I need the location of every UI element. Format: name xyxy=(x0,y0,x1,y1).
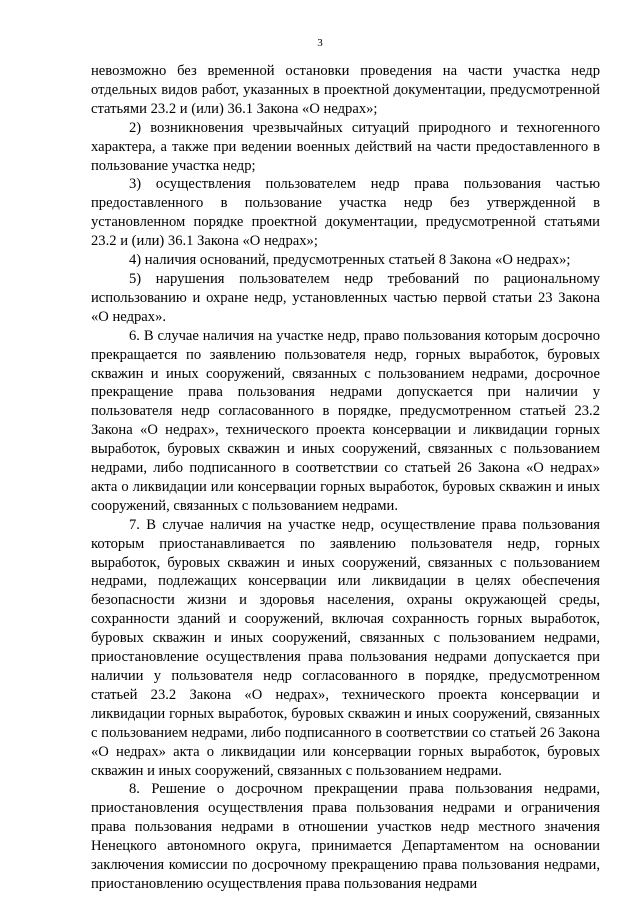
document-body xyxy=(91,62,600,894)
paragraph-clause-6: 6. В случае наличия на участке недр, право пользования которым досрочно прекращается по заявлению пользователя недр, горных выработок, буровых скважин и иных сооружений, связанных с пользованием недрами, досрочное прекращение права пользования недрами допускается при наличии у пользователя недр согласованного в порядке, предусмотренном статьей 23.2 Закона «О недрах», технического проекта консервации и ликвидации горных выработок, буровых скважин и иных сооружений, связанных с пользованием недрами, либо подписанного в соответствии со статьей 26 Закона «О недрах» акта о ликвидации или консервации горных выработок, буровых скважин и иных сооружений, связанных с пользованием недрами. xyxy=(91,327,600,514)
paragraph-item-2: 2) возникновения чрезвычайных ситуаций природного и техногенного характера, а также при ведении военных действий на части предоставленного в пользование участка недр; xyxy=(91,119,600,174)
paragraph-continuation: невозможно без временной остановки проведения на части участка недр отдельных видов работ, указанных в проектной документации, предусмотренной статьями 23.2 и (или) 36.1 Закона «О недрах»; xyxy=(91,63,600,117)
paragraph-clause-8: 8. Решение о досрочном прекращении права пользования недрами, приостановления осуществления права пользования недрами и ограничения права пользования недрами в отношении участков недр местного значения Ненецкого автономного округа, принимается Департаментом на основании заключения комиссии по досрочному прекращению права пользования недрами, приостановлению осуществления права пользования недрами xyxy=(91,781,600,892)
paragraph-item-5: 5) нарушения пользователем недр требований по рациональному использованию и охране недр, установленных частью первой статьи 23 Закона «О недрах». xyxy=(91,270,600,325)
paragraph-item-3: 3) осуществления пользователем недр права пользования частью предоставленного в пользование участка недр без утвержденной в установленном порядке проектной документации, предусмотренной статьями 23.2 и (или) 36.1 Закона «О недрах»; xyxy=(91,176,600,250)
paragraph-item-4: 4) наличия оснований, предусмотренных статьей 8 Закона «О недрах»; xyxy=(129,252,571,269)
page-number: 3 xyxy=(317,37,323,49)
paragraph-clause-7: 7. В случае наличия на участке недр, осуществление права пользования которым приостанавливается по заявлению пользователя недр, горных выработок, буровых скважин и иных сооружений, связанных с пользованием недрами, подлежащих консервации или ликвидации в целях обеспечения безопасности жизни и здоровья населения, охраны окружающей среды, сохранности зданий и сооружений, включая сохранность горных выработок, буровых скважин и иных сооружений, связанных с пользованием недрами, приостановление осуществления права пользования недрами допускается при наличии у пользователя недр согласованного в порядке, предусмотренном статьей 23.2 Закона «О недрах», технического проекта консервации и ликвидации горных выработок, буровых скважин и иных сооружений, связанных с пользованием недрами, либо подписанного в соответствии со статьей 26 Закона «О недрах» акта о ликвидации или консервации горных выработок, буровых скважин и иных сооружений, связанных с пользованием недрами. xyxy=(91,516,600,779)
